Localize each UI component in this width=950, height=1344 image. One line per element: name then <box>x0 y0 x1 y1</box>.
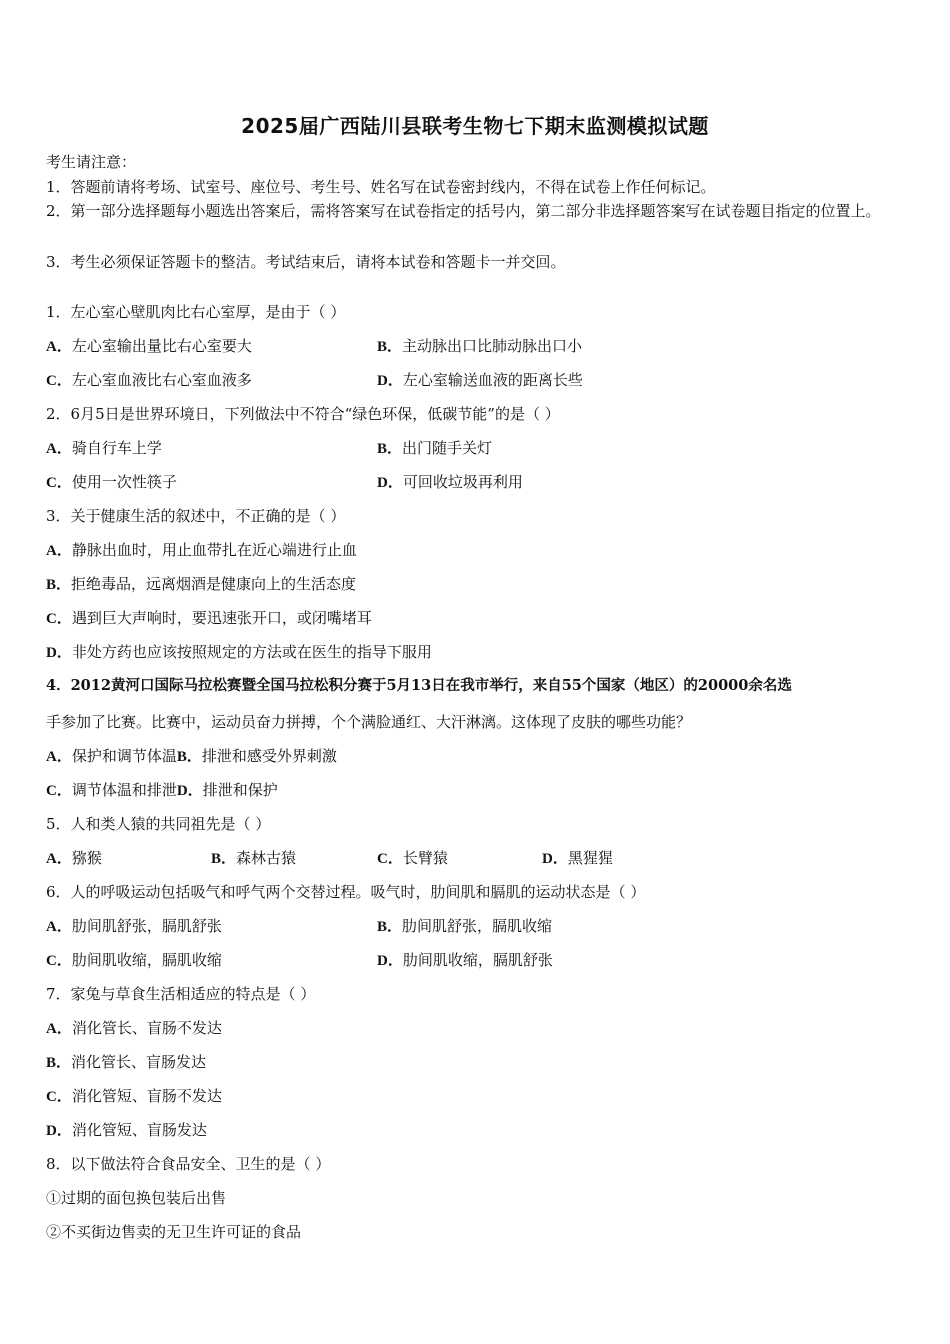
question-stem: 3．关于健康生活的叙述中，不正确的是（ ） <box>46 507 346 525</box>
option-label: C． <box>46 475 72 491</box>
option-c[interactable] <box>46 608 372 629</box>
option-label: D． <box>46 1123 72 1139</box>
option-text: 骑自行车上学 <box>71 439 162 457</box>
option-label: C． <box>46 953 72 969</box>
option-label: A． <box>46 441 72 457</box>
option-label: B． <box>46 1055 72 1071</box>
option-d[interactable] <box>46 1120 207 1141</box>
question-stem: 5．人和类人猿的共同祖先是（ ） <box>46 815 271 833</box>
option-label: B． <box>211 851 237 867</box>
option-c[interactable] <box>46 472 177 493</box>
option-d[interactable] <box>177 781 278 799</box>
option-text: 主动脉出口比肺动脉出口小 <box>402 337 583 355</box>
option-text: 肋间肌收缩，膈肌收缩 <box>71 951 222 969</box>
exam-title: 2025届广西陆川县联考生物七下期末监测模拟试题 <box>241 114 709 138</box>
option-text: 消化管短、盲肠发达 <box>71 1121 207 1139</box>
option-b[interactable] <box>177 747 337 765</box>
option-b[interactable] <box>377 336 582 357</box>
option-text: 拒绝毒品，远离烟酒是健康向上的生活态度 <box>71 575 357 593</box>
option-a[interactable] <box>46 916 222 937</box>
notice-item: 1．答题前请将考场、试室号、座位号、考生号、姓名写在试卷密封线内，不得在试卷上作任何标记。 <box>46 178 716 196</box>
option-text: 遇到巨大声响时，要迅速张开口，或闭嘴堵耳 <box>71 609 372 627</box>
notice-item: 2．第一部分选择题每小题选出答案后，需将答案写在试卷指定的括号内，第二部分非选择题答案写在试卷题目指定的位置上。 <box>46 202 881 220</box>
question-stem: 4．2012黄河口国际马拉松赛暨全国马拉松积分赛于5月13日在我市举行，来自55个国家（地区）的20000余名选 <box>46 677 792 694</box>
option-label: B． <box>46 577 72 593</box>
option-text: 使用一次性筷子 <box>71 473 177 491</box>
option-label: B． <box>377 919 403 935</box>
option-text: 左心室输出量比右心室要大 <box>71 337 252 355</box>
option-label: D． <box>542 851 568 867</box>
option-label: C． <box>377 851 403 867</box>
option-text: 消化管长、盲肠发达 <box>71 1053 207 1071</box>
option-label: B． <box>377 441 403 457</box>
option-label: B． <box>377 339 403 355</box>
option-row <box>46 746 337 767</box>
option-text: 消化管长、盲肠不发达 <box>71 1019 222 1037</box>
option-label: D． <box>377 475 403 491</box>
option-c[interactable] <box>46 781 177 799</box>
option-label: A． <box>46 339 72 355</box>
option-text: 肋间肌收缩，膈肌舒张 <box>402 951 553 969</box>
option-a[interactable] <box>46 747 177 765</box>
option-label: A． <box>46 919 72 935</box>
option-d[interactable] <box>377 370 583 391</box>
option-a[interactable] <box>46 438 162 459</box>
option-label: D． <box>46 645 72 661</box>
option-d[interactable] <box>542 848 613 869</box>
option-c[interactable] <box>46 950 222 971</box>
option-text: 出门随手关灯 <box>402 439 493 457</box>
option-label: A． <box>46 749 72 765</box>
option-text: 长臂猿 <box>402 849 448 867</box>
option-text: 肋间肌舒张，膈肌舒张 <box>71 917 222 935</box>
option-text: 左心室输送血液的距离长些 <box>402 371 583 389</box>
notice-heading: 考生请注意： <box>46 153 137 171</box>
option-text: 肋间肌舒张，膈肌收缩 <box>402 917 553 935</box>
option-text: 森林古猿 <box>236 849 297 867</box>
option-a[interactable] <box>46 336 252 357</box>
option-text: 猕猴 <box>71 849 102 867</box>
option-b[interactable] <box>377 916 552 937</box>
option-a[interactable] <box>46 848 102 869</box>
question-stem: 1．左心室心壁肌肉比右心室厚，是由于（ ） <box>46 303 346 321</box>
option-text: 可回收垃圾再利用 <box>402 473 523 491</box>
option-text: 消化管短、盲肠不发达 <box>71 1087 222 1105</box>
notice-item: 3．考生必须保证答题卡的整洁。考试结束后，请将本试卷和答题卡一并交回。 <box>46 253 566 271</box>
option-label: D． <box>176 783 203 799</box>
option-b[interactable] <box>211 848 296 869</box>
question-stem-continued: 手参加了比赛。比赛中，运动员奋力拼搏，个个满脸通红、大汗淋漓。这体现了皮肤的哪些功能？ <box>46 713 692 731</box>
option-label: C． <box>46 373 72 389</box>
option-a[interactable] <box>46 540 357 561</box>
option-c[interactable] <box>377 848 448 869</box>
option-text: 调节体温和排泄 <box>71 781 177 799</box>
statement-item: ①过期的面包换包装后出售 <box>46 1189 227 1207</box>
option-label: A． <box>46 851 72 867</box>
option-d[interactable] <box>377 472 523 493</box>
option-label: D． <box>377 373 403 389</box>
question-stem: 2．6月5日是世界环境日，下列做法中不符合“绿色环保，低碳节能”的是（ ） <box>46 405 560 423</box>
option-label: D． <box>377 953 403 969</box>
option-c[interactable] <box>46 1086 222 1107</box>
option-d[interactable] <box>377 950 553 971</box>
option-c[interactable] <box>46 370 252 391</box>
option-label: A． <box>46 543 72 559</box>
question-stem: 7．家兔与草食生活相适应的特点是（ ） <box>46 985 316 1003</box>
statement-item: ②不买街边售卖的无卫生许可证的食品 <box>46 1223 302 1241</box>
option-label: C． <box>46 611 72 627</box>
question-stem: 6．人的呼吸运动包括吸气和呼气两个交替过程。吸气时，肋间肌和膈肌的运动状态是（ ） <box>46 883 646 901</box>
option-a[interactable] <box>46 1018 222 1039</box>
option-text: 静脉出血时，用止血带扎在近心端进行止血 <box>71 541 357 559</box>
option-row <box>46 780 278 801</box>
question-stem: 8．以下做法符合食品安全、卫生的是（ ） <box>46 1155 331 1173</box>
option-label: A． <box>46 1021 72 1037</box>
option-text: 黑猩猩 <box>567 849 613 867</box>
option-b[interactable] <box>377 438 492 459</box>
option-text: 左心室血液比右心室血液多 <box>71 371 252 389</box>
option-label: C． <box>46 783 72 799</box>
option-text: 非处方药也应该按照规定的方法或在医生的指导下服用 <box>71 643 432 661</box>
option-label: C． <box>46 1089 72 1105</box>
option-label: B． <box>176 749 202 765</box>
option-d[interactable] <box>46 642 432 663</box>
option-text: 保护和调节体温 <box>71 747 177 765</box>
option-text: 排泄和保护 <box>202 781 278 799</box>
option-b[interactable] <box>46 574 356 595</box>
option-text: 排泄和感受外界刺激 <box>201 747 337 765</box>
option-b[interactable] <box>46 1052 206 1073</box>
